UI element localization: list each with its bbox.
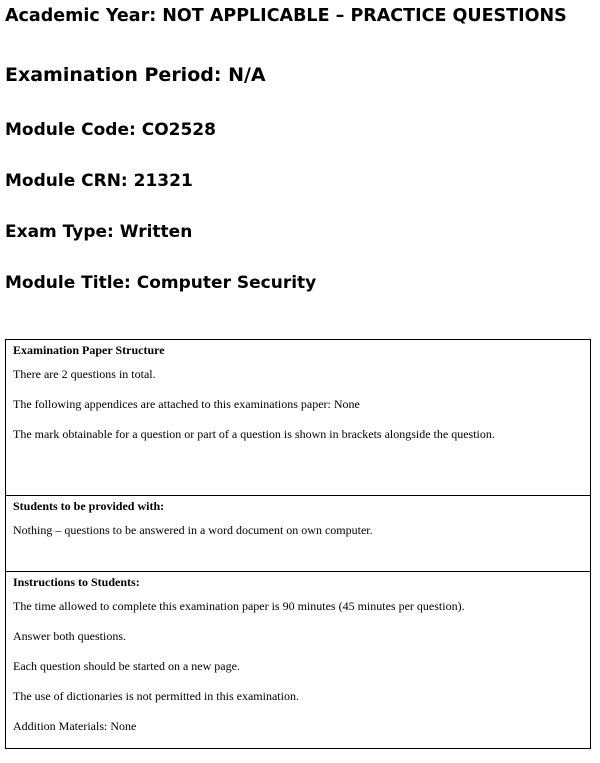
instruction-line: Each question should be started on a new page. [13,659,240,673]
exam-type-heading: Exam Type: Written [5,222,193,242]
examination-period-heading: Examination Period: N/A [5,64,266,86]
structure-title: Examination Paper Structure [13,343,165,357]
structure-cell [6,340,591,496]
academic-year-heading: Academic Year: NOT APPLICABLE – PRACTICE QUESTIONS [5,6,567,26]
module-code-heading: Module Code: CO2528 [5,120,216,140]
structure-row [6,340,591,496]
exam-info-table [5,339,591,749]
provided-cell [6,496,591,572]
instruction-line: The use of dictionaries is not permitted in this examination. [13,689,299,703]
instruction-line: The time allowed to complete this examination paper is 90 minutes (45 minutes per question). [13,599,465,613]
structure-line: The mark obtainable for a question or part of a question is shown in brackets alongside the question. [13,427,495,441]
module-title-heading: Module Title: Computer Security [5,273,317,293]
instruction-line: Addition Materials: None [13,719,137,733]
instruction-line: Answer both questions. [13,629,126,643]
provided-title: Students to be provided with: [13,499,165,513]
provided-row [6,496,591,572]
instructions-row [6,572,591,749]
instructions-cell [6,572,591,749]
instructions-title: Instructions to Students: [13,575,140,589]
structure-line: The following appendices are attached to this examinations paper: None [13,397,360,411]
provided-line: Nothing – questions to be answered in a word document on own computer. [13,523,373,537]
structure-line: There are 2 questions in total. [13,367,156,381]
module-crn-heading: Module CRN: 21321 [5,171,193,191]
